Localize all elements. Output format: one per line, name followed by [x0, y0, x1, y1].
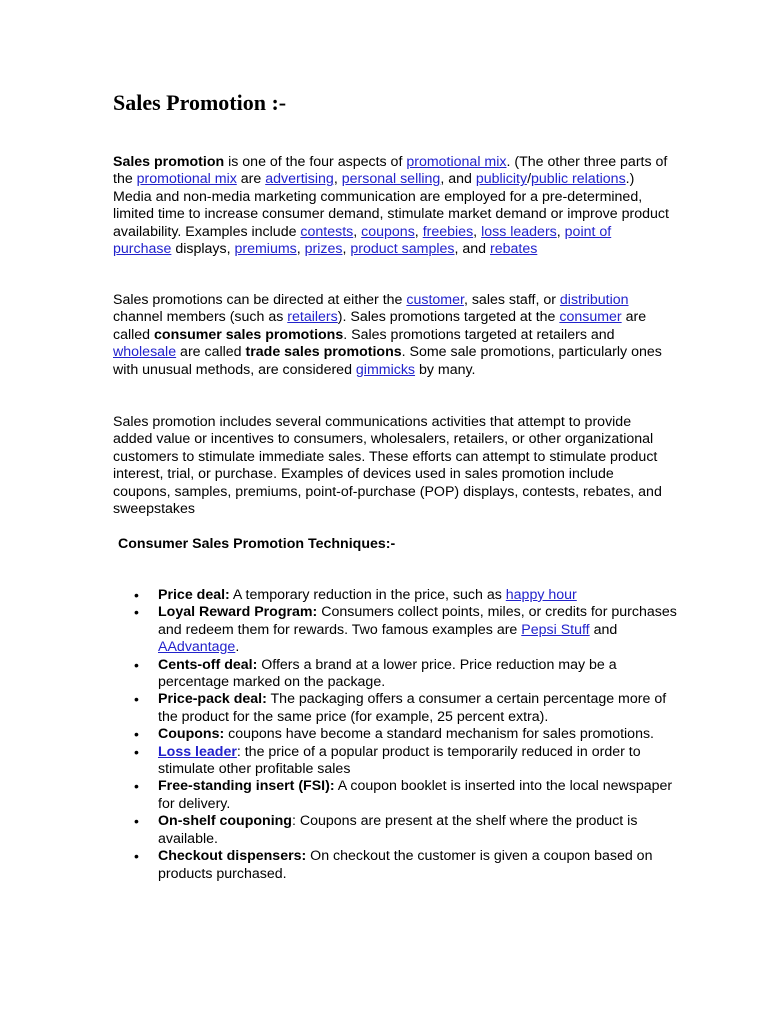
- text-run: are called: [176, 344, 246, 361]
- link-loss-leaders[interactable]: loss leaders: [481, 223, 557, 240]
- bullet-icon: •: [134, 656, 139, 673]
- item-text: Offers a brand at a lower price. Price reduction may be a percentage marked on the package.: [158, 656, 617, 691]
- item-text: A coupon booklet is inserted into the local newspaper for delivery.: [158, 778, 673, 812]
- text-run: , and: [454, 241, 490, 258]
- section-heading: Consumer Sales Promotion Techniques:-: [118, 536, 396, 552]
- bullet-icon: •: [134, 743, 139, 760]
- paragraph-definition: [113, 154, 673, 258]
- term-consumer-sales-promotions: consumer sales promotions: [154, 326, 344, 343]
- link-product-samples[interactable]: product samples: [350, 241, 455, 258]
- text-run: ,: [414, 223, 423, 240]
- link-personal-selling[interactable]: personal selling: [341, 171, 441, 188]
- list-item: [134, 778, 678, 813]
- bullet-icon: •: [134, 813, 139, 830]
- text-run: , and: [440, 171, 476, 188]
- link-distribution[interactable]: distribution: [559, 292, 629, 308]
- link-contests[interactable]: contests: [300, 223, 354, 240]
- text-run: displays,: [171, 241, 235, 258]
- item-text: A temporary reduction in the price, such as: [229, 587, 506, 603]
- link-premiums[interactable]: premiums: [234, 241, 297, 258]
- item-text: coupons have become a standard mechanism for sales promotions.: [224, 726, 654, 743]
- item-term: Cents-off deal:: [158, 656, 258, 673]
- link-public-relations[interactable]: public relations: [531, 171, 626, 188]
- text-run: is one of the four aspects of: [224, 154, 407, 170]
- text-run: /: [527, 171, 532, 188]
- item-term: Price-pack deal:: [158, 691, 267, 708]
- bullet-icon: •: [134, 587, 139, 603]
- link-retailers[interactable]: retailers: [287, 309, 338, 326]
- item-text: .: [235, 639, 240, 656]
- item-term: Free-standing insert (FSI):: [158, 778, 335, 795]
- page-title: Sales Promotion :-: [113, 90, 287, 115]
- link-promotional-mix-2[interactable]: promotional mix: [136, 171, 237, 188]
- item-term: Price deal:: [158, 587, 230, 603]
- text-run: ,: [473, 223, 482, 240]
- paragraph-activities: Sales promotion includes several communications activities that attempt to provide added value or incentives to consumers, wholesalers, retailers, or other organizational customers to stimulate immediate sales. These efforts can attempt to stimulate product interest, trial, or purchase. Examples of devices used in sales promotion include coupons, samples, premiums, point-of-purchase (POP) displays, contests, rebates, and sweepstakes: [113, 414, 662, 518]
- term-trade-sales-promotions: trade sales promotions: [245, 344, 402, 361]
- link-loss-leader[interactable]: Loss leader: [158, 743, 237, 760]
- item-term: Loyal Reward Program:: [158, 604, 318, 621]
- text-run: channel members (such as: [113, 309, 288, 326]
- link-consumer[interactable]: consumer: [559, 309, 622, 326]
- item-text: The packaging offers a consumer a certain percentage more of the product for the same price (for example, 25 percent extra).: [158, 691, 667, 725]
- text-run: . (The other three parts of the: [113, 154, 668, 188]
- list-item: [134, 743, 678, 779]
- list-item: [134, 848, 678, 883]
- link-happy-hour[interactable]: happy hour: [505, 587, 577, 603]
- link-pepsi-stuff[interactable]: Pepsi Stuff: [521, 621, 590, 638]
- list-item: [134, 813, 678, 848]
- link-advertising[interactable]: advertising: [265, 171, 334, 188]
- list-item: [134, 604, 678, 656]
- link-publicity[interactable]: publicity: [475, 171, 528, 188]
- item-term: Checkout dispensers:: [158, 848, 307, 865]
- link-aadvantage[interactable]: AAdvantage: [158, 639, 236, 656]
- link-gimmicks[interactable]: gimmicks: [355, 361, 416, 378]
- list-item: [134, 726, 678, 743]
- link-rebates[interactable]: rebates: [489, 241, 538, 258]
- link-coupons[interactable]: coupons: [361, 223, 415, 240]
- bullet-icon: •: [134, 726, 139, 743]
- item-text: Consumers collect points, miles, or credits for purchases and redeem them for rewards. Two famous examples are: [158, 604, 677, 638]
- link-prizes[interactable]: prizes: [304, 241, 343, 258]
- link-promotional-mix[interactable]: promotional mix: [406, 154, 507, 170]
- link-wholesale[interactable]: wholesale: [113, 344, 177, 361]
- item-text: and: [589, 621, 618, 638]
- bullet-icon: •: [134, 604, 139, 621]
- text-run: ,: [556, 223, 565, 240]
- item-term: Coupons:: [158, 726, 225, 743]
- text-run: , sales staff, or: [463, 292, 560, 308]
- paragraph-targets: [113, 292, 673, 379]
- list-item: [134, 691, 678, 726]
- text-run: are: [236, 171, 266, 188]
- link-freebies[interactable]: freebies: [422, 223, 474, 240]
- text-run: ,: [333, 171, 342, 188]
- text-run: . Sales promotions targeted at retailers and: [343, 326, 615, 343]
- bullet-icon: •: [134, 848, 139, 865]
- list-item: [134, 656, 678, 692]
- link-customer[interactable]: customer: [406, 292, 464, 308]
- item-text: On checkout the customer is given a coupon based on products purchased.: [158, 848, 653, 882]
- item-text: : Coupons are present at the shelf where the product is available.: [158, 813, 638, 847]
- item-term: On-shelf couponing: [158, 813, 292, 830]
- text-run: ,: [342, 241, 351, 258]
- text-run: ). Sales promotions targeted at the: [337, 309, 560, 326]
- techniques-list: [134, 587, 678, 883]
- bullet-icon: •: [134, 778, 139, 795]
- list-item: [134, 587, 678, 604]
- text-run: by many.: [415, 361, 476, 378]
- text-run: Sales promotions can be directed at either the: [113, 292, 407, 308]
- text-run: ,: [296, 241, 305, 258]
- text-run: . Some sale promotions, particularly ones with unusual methods, are considered: [113, 344, 662, 378]
- bullet-icon: •: [134, 691, 139, 708]
- term-sales-promotion: Sales promotion: [113, 154, 225, 170]
- text-run: .) Media and non-media marketing communication are employed for a pre-determined, limited time to increase consumer demand, stimulate market demand or improve product availability. Examples include: [113, 171, 669, 240]
- link-point-of-purchase[interactable]: point of purchase: [113, 223, 612, 258]
- text-run: ,: [353, 223, 362, 240]
- item-text: : the price of a popular product is temporarily reduced in order to stimulate other profitable sales: [158, 743, 641, 778]
- text-run: are called: [113, 309, 647, 343]
